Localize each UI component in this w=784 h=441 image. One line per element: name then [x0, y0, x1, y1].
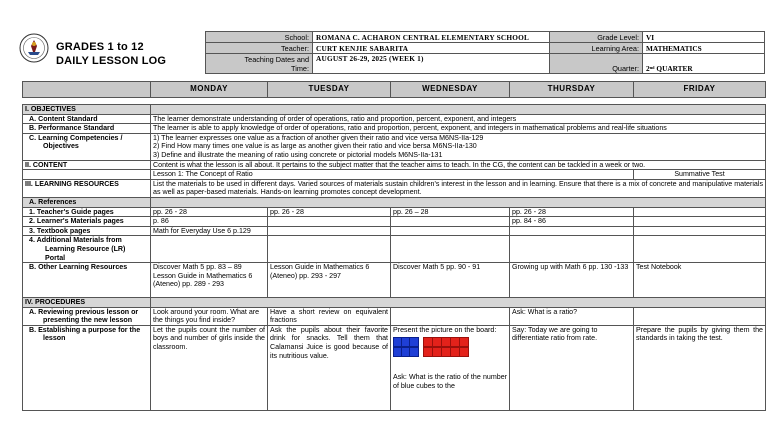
school-value: ROMANA C. ACHARON CENTRAL ELEMENTARY SCHOOL — [313, 32, 550, 43]
establishing-purpose-friday: Prepare the pupils by giving them the standards in taking the test. — [634, 325, 766, 410]
textbook-pages-row — [23, 226, 766, 236]
procedures-heading: IV. PROCEDURES — [23, 298, 151, 308]
additional-materials-label-line-2: Learning Resource (LR) — [45, 244, 126, 253]
additional-materials-label-line-1: 4. Additional Materials from — [29, 236, 122, 245]
performance-standard-row — [23, 124, 766, 134]
learning-resources-row — [23, 179, 766, 197]
learning-area-label: Learning Area: — [550, 43, 643, 54]
objectives-row — [23, 105, 766, 115]
reviewing-lesson-monday: Look around your room. What are the things you find inside? — [151, 307, 268, 325]
days-header-row — [23, 82, 766, 98]
learners-materials-tuesday — [268, 217, 391, 227]
teachers-guide-friday — [634, 207, 766, 217]
learning-competencies-text — [151, 133, 766, 160]
establishing-purpose-monday: Let the pupils count the number of boys and number of girls inside the classroom. — [151, 325, 268, 410]
additional-materials-monday — [151, 236, 268, 263]
quarter-value: 2ⁿᵈ QUARTER — [643, 54, 765, 74]
teaching-dates-label — [206, 54, 313, 74]
content-standard-text: The learner demonstrate understanding of order of operations, ratio and proportion, percent, exponent, and integers — [151, 114, 766, 124]
procedures-empty — [151, 298, 766, 308]
lesson-log-table — [22, 81, 766, 411]
competency-2: 2) Find How many times one value is as large as another given their ratio and vice bersa M6NS-IIa-130 — [153, 142, 477, 151]
red-cube — [459, 337, 469, 347]
reviewing-lesson-thursday: Ask: What is a ratio? — [510, 307, 634, 325]
additional-materials-wednesday — [391, 236, 510, 263]
establishing-purpose-wednesday — [391, 325, 510, 410]
red-cubes — [423, 337, 468, 357]
establishing-purpose-thursday: Say: Today we are going to differentiate ratio from rate. — [510, 325, 634, 410]
textbook-pages-wednesday — [391, 226, 510, 236]
teaching-dates-value: AUGUST 26-29, 2025 (WEEK 1) — [313, 54, 550, 74]
textbook-pages-friday — [634, 226, 766, 236]
additional-materials-friday — [634, 236, 766, 263]
reviewing-lesson-tuesday: Have a short review on equivalent fractions — [268, 307, 391, 325]
other-resources-thursday: Growing up with Math 6 pp. 130 -133 — [510, 263, 634, 298]
spacer-row — [23, 98, 766, 105]
reviewing-lesson-wednesday — [391, 307, 510, 325]
header-info-table — [205, 31, 765, 74]
teachers-guide-monday: pp. 26 - 28 — [151, 207, 268, 217]
cube-picture — [393, 337, 507, 357]
teacher-label: Teacher: — [206, 43, 313, 54]
teachers-guide-row — [23, 207, 766, 217]
references-empty — [151, 197, 766, 207]
objectives-empty — [151, 105, 766, 115]
reviewing-lesson-label-line-1: A. Reviewing previous lesson or — [29, 307, 139, 316]
learning-competencies-label — [23, 133, 151, 160]
other-resources-friday: Test Notebook — [634, 263, 766, 298]
learning-resources-heading: III. LEARNING RESOURCES — [23, 179, 151, 197]
learners-materials-label: 2. Learner's Materials pages — [23, 217, 151, 227]
quarter-label: Quarter: — [550, 54, 643, 74]
learning-resources-text: List the materials to be used in different days. Varied sources of materials sustain children's interest in the lesson and in learning. Ensure that there is a mix of concrete and manipulative materials as well as paper-based materials. Hands-on learning promotes concept development. — [151, 179, 766, 197]
content-row — [23, 160, 766, 170]
performance-standard-text: The learner is able to apply knowledge of order of operations, ratio and proportion, percent, exponent, and integers in mathematical problems and real-life situations — [151, 124, 766, 134]
blue-cubes — [393, 337, 417, 357]
procedures-row — [23, 298, 766, 308]
day-thursday: THURSDAY — [510, 82, 634, 98]
learners-materials-monday: p. 86 — [151, 217, 268, 227]
references-row — [23, 197, 766, 207]
content-description: Content is what the lesson is all about. It pertains to the subject matter that the teacher aims to teach. In the CG, the content can be tackled in a week or two. — [151, 160, 766, 170]
teachers-guide-label: 1. Teacher's Guide pages — [23, 207, 151, 217]
establishing-purpose-label-line-2: lesson — [43, 334, 66, 343]
establishing-purpose-row — [23, 325, 766, 410]
learning-competencies-label-line-1: C. Learning Competencies / — [29, 133, 123, 142]
blue-cube — [409, 347, 419, 357]
establishing-purpose-tuesday: Ask the pupils about their favorite drink for snacks. Tell them that Calamansi Juice is good because of its nutritious value. — [268, 325, 391, 410]
wednesday-present-text: Present the picture on the board: — [393, 325, 497, 334]
other-resources-monday: Discover Math 5 pp. 83 – 89 Lesson Guide in Mathematics 6 (Ateneo) pp. 289 - 293 — [151, 263, 268, 298]
additional-materials-label — [23, 236, 151, 263]
content-standard-label: A. Content Standard — [23, 114, 151, 124]
day-tuesday: TUESDAY — [268, 82, 391, 98]
reviewing-lesson-row — [23, 307, 766, 325]
other-resources-label: B. Other Learning Resources — [23, 263, 151, 298]
content-standard-row — [23, 114, 766, 124]
learning-area-value: MATHEMATICS — [643, 43, 765, 54]
blank-header-cell — [23, 82, 151, 98]
objectives-heading: I. OBJECTIVES — [23, 105, 151, 115]
establishing-purpose-label-line-1: B. Establishing a purpose for the — [29, 325, 141, 334]
additional-materials-thursday — [510, 236, 634, 263]
learners-materials-thursday: pp. 84 - 86 — [510, 217, 634, 227]
other-resources-wednesday: Discover Math 5 pp. 90 - 91 — [391, 263, 510, 298]
textbook-pages-label: 3. Textbook pages — [23, 226, 151, 236]
textbook-pages-monday: Math for Everyday Use 6 p.129 — [151, 226, 268, 236]
establishing-purpose-label — [23, 325, 151, 410]
additional-materials-label-line-3: Portal — [45, 253, 66, 262]
teaching-dates-label-line-2: Time: — [291, 64, 309, 73]
lesson-title: Lesson 1: The Concept of Ratio — [151, 170, 634, 180]
teacher-value: CURT KENJIE SABARITA — [313, 43, 550, 54]
learners-materials-friday — [634, 217, 766, 227]
reviewing-lesson-label-line-2: presenting the new lesson — [43, 316, 133, 325]
lesson-title-row — [23, 170, 766, 180]
competency-1: 1) The learner expresses one value as a fraction of another given their ratio and vice versa M6NS-IIa-129 — [153, 133, 484, 142]
other-resources-row — [23, 263, 766, 298]
blue-cube — [409, 337, 419, 347]
day-friday: FRIDAY — [634, 82, 766, 98]
learners-materials-wednesday — [391, 217, 510, 227]
day-monday: MONDAY — [151, 82, 268, 98]
wednesday-question: Ask: What is the ratio of the number of blue cubes to the — [393, 373, 507, 391]
competency-3: 3) Define and illustrate the meaning of ratio using concrete or pictorial models M6NS-IIa-131 — [153, 150, 443, 159]
reviewing-lesson-friday — [634, 307, 766, 325]
teachers-guide-thursday: pp. 26 - 28 — [510, 207, 634, 217]
grade-level-value: VI — [643, 32, 765, 43]
lesson-title-blank — [23, 170, 151, 180]
textbook-pages-tuesday — [268, 226, 391, 236]
learners-materials-row — [23, 217, 766, 227]
content-heading: II. CONTENT — [23, 160, 151, 170]
teaching-dates-label-line-1: Teaching Dates and — [244, 55, 309, 64]
title-line-1: GRADES 1 to 12 — [56, 41, 144, 53]
additional-materials-row — [23, 236, 766, 263]
document-title — [56, 40, 166, 68]
teachers-guide-wednesday: pp. 26 – 28 — [391, 207, 510, 217]
teachers-guide-tuesday: pp. 26 - 28 — [268, 207, 391, 217]
red-cube — [459, 347, 469, 357]
cube-spacer — [393, 361, 507, 373]
deped-seal-logo — [19, 33, 49, 63]
title-line-2: DAILY LESSON LOG — [56, 55, 167, 67]
references-label: A. References — [23, 197, 151, 207]
friday-content: Summative Test — [634, 170, 766, 180]
performance-standard-label: B. Performance Standard — [23, 124, 151, 134]
school-label: School: — [206, 32, 313, 43]
textbook-pages-thursday — [510, 226, 634, 236]
grade-level-label: Grade Level: — [550, 32, 643, 43]
learning-competencies-row — [23, 133, 766, 160]
reviewing-lesson-label — [23, 307, 151, 325]
day-wednesday: WEDNESDAY — [391, 82, 510, 98]
learning-competencies-label-line-2: Objectives — [43, 142, 79, 151]
other-resources-tuesday: Lesson Guide in Mathematics 6 (Ateneo) pp. 293 - 297 — [268, 263, 391, 298]
additional-materials-tuesday — [268, 236, 391, 263]
